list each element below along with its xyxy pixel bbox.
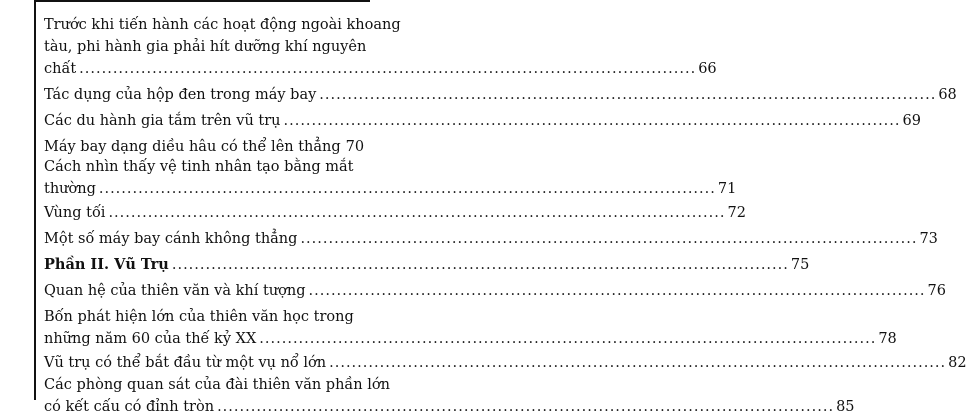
page-number: 71 (717, 181, 737, 197)
toc-entry-last-line (44, 84, 957, 106)
toc-entry-last-line (44, 202, 746, 224)
page-number: 76 (927, 283, 946, 299)
dot-leader (108, 202, 725, 224)
left-border-line (34, 0, 36, 400)
page-number: 85 (836, 399, 855, 415)
toc-entry-last-line (44, 280, 946, 302)
toc-entry-last-line (44, 352, 967, 374)
toc-entry-text: Vũ trụ có thể bắt đầu từ một vụ nổ lớn (44, 355, 327, 371)
page-number: 73 (919, 231, 938, 247)
page-number: 72 (727, 205, 746, 221)
dot-leader (217, 396, 834, 418)
toc-entry (44, 136, 365, 158)
toc-entry-line (44, 14, 401, 36)
toc-entry (44, 306, 897, 350)
dot-leader (172, 254, 789, 276)
toc-entry (44, 280, 946, 302)
dot-leader (259, 328, 876, 350)
toc-entry-text: những năm 60 của thế kỷ XX (44, 331, 257, 347)
toc-entry (44, 374, 855, 418)
toc-entry-last-line (44, 228, 938, 250)
toc-entry-last-line (44, 136, 365, 158)
toc-entry-text: Tác dụng của hộp đen trong máy bay (44, 87, 317, 103)
section-title: Phần II. Vũ Trụ (44, 256, 169, 273)
page-number: 69 (902, 113, 921, 129)
toc-entry (44, 228, 938, 250)
toc-entry-text: Máy bay dạng diều hâu có thể lên thẳng (44, 139, 341, 155)
toc-entry (44, 14, 717, 80)
toc-entry-last-line (44, 396, 855, 418)
page-number: 66 (698, 61, 717, 77)
toc-entry-line (44, 374, 390, 396)
dot-leader (79, 58, 696, 80)
toc-entry-text: tàu, phi hành gia phải hít dưỡng khí nguyên (44, 39, 367, 55)
dot-leader (309, 280, 926, 302)
toc-entry-line (44, 306, 360, 328)
toc-entry-text: thường (44, 181, 96, 197)
toc-entry-text: có kết cấu có đỉnh tròn (44, 399, 215, 415)
top-border-line (34, 0, 370, 2)
toc-entry (44, 202, 746, 224)
page-number: 75 (790, 257, 810, 273)
toc-entry (44, 352, 967, 374)
dot-leader (99, 178, 716, 200)
toc-entry-text: Vùng tối (44, 205, 106, 221)
dot-leader (319, 84, 936, 106)
toc-entry (44, 156, 737, 200)
toc-entry-text: Các du hành gia tắm trên vũ trụ (44, 113, 281, 129)
toc-entry-text: Trước khi tiến hành các hoạt động ngoài khoang (44, 17, 401, 33)
dot-leader (300, 228, 917, 250)
toc-entry (44, 110, 921, 132)
toc-entry-last-line (44, 178, 737, 200)
toc-entry-text: Quan hệ của thiên văn và khí tượng (44, 283, 306, 299)
toc-section-entry (44, 254, 810, 276)
dot-leader (329, 352, 946, 374)
page-number: 82 (948, 355, 967, 371)
toc-entry-text: Các phòng quan sát của đài thiên văn phần lớn (44, 377, 390, 393)
page-number: 78 (878, 331, 897, 347)
toc-entry-text: Bốn phát hiện lớn của thiên văn học trong (44, 309, 354, 325)
toc-entry-text: Cách nhìn thấy vệ tinh nhân tạo bằng mắt (44, 159, 354, 175)
toc-entry-line (44, 156, 360, 178)
toc-entry-line (44, 36, 367, 58)
page-number: 68 (938, 87, 957, 103)
toc-entry-last-line (44, 254, 810, 276)
toc-entry-last-line (44, 58, 717, 80)
toc-entry-last-line (44, 110, 921, 132)
toc-entry-last-line (44, 328, 897, 350)
toc-entry (44, 84, 957, 106)
toc-entry-text: Một số máy bay cánh không thẳng (44, 231, 298, 247)
toc-entry-text: chất (44, 61, 77, 77)
dot-leader (284, 110, 901, 132)
page-number: 70 (345, 139, 365, 155)
